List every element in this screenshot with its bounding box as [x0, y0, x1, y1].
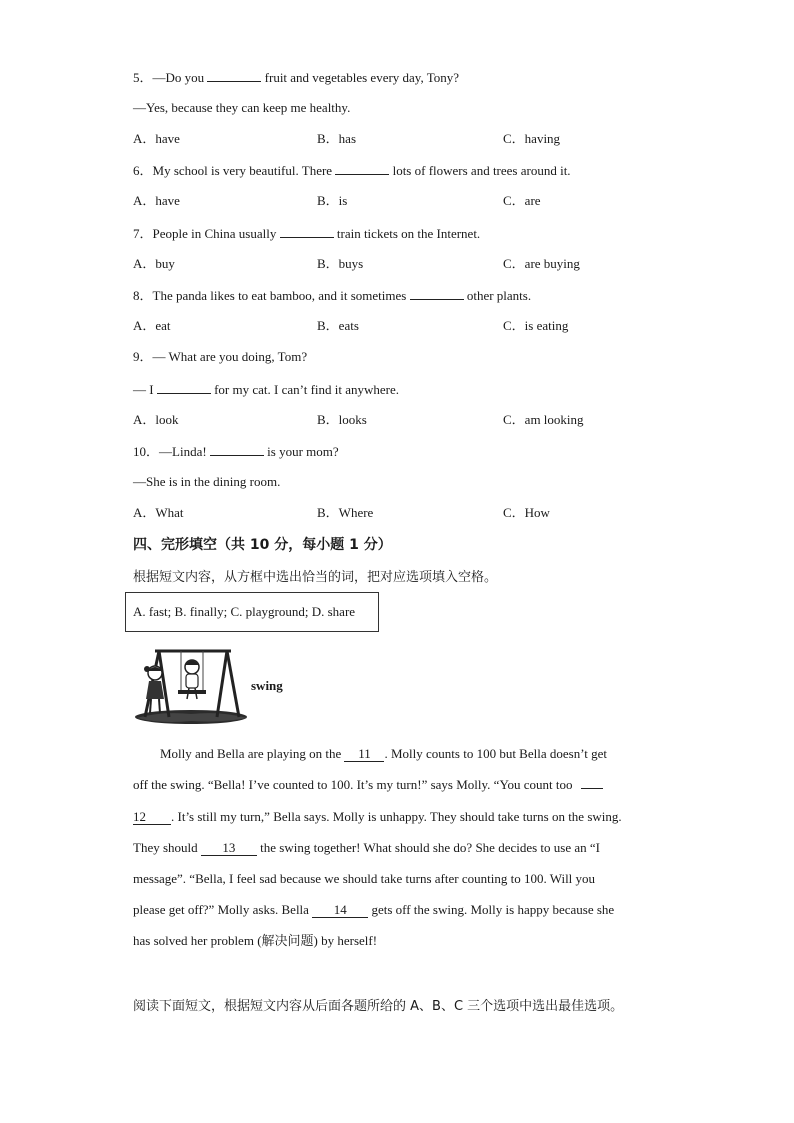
question-6-options	[133, 192, 693, 210]
question-9-reply: — I for my cat. I can’t find it anywhere.	[133, 382, 400, 397]
passage-line-4: They should 13 the swing together! What should she do? She decides to use an “I	[133, 840, 600, 855]
passage-line-3: 12 . It’s still my turn,” Bella says. Molly is unhappy. They should take turns on the swing.	[133, 809, 622, 824]
word-box	[125, 592, 379, 632]
question-8-options	[133, 317, 693, 335]
answer-blank[interactable]	[207, 68, 261, 82]
question-10-reply: —She is in the dining room.	[133, 474, 281, 489]
question-9-options	[133, 411, 693, 429]
word-box-text: A. fast; B. finally; C. playground; D. share	[133, 604, 356, 619]
answer-blank[interactable]	[280, 224, 334, 238]
answer-blank[interactable]	[335, 161, 389, 175]
question-10: 10．—Linda! is your mom?	[133, 444, 339, 459]
option-a[interactable]: A．have	[133, 193, 180, 208]
question-5: 5．—Do you fruit and vegetables every day, Tony?	[133, 70, 460, 85]
option-b[interactable]: B．is	[317, 193, 348, 208]
passage-line-6: please get off?” Molly asks. Bella 14 gets off the swing. Molly is happy because she	[133, 902, 615, 917]
option-c[interactable]: C．am looking	[503, 412, 584, 427]
answer-blank[interactable]	[210, 442, 264, 456]
question-7: 7．People in China usually train tickets on the Internet.	[133, 226, 481, 241]
swing-illustration	[131, 641, 251, 725]
question-7-options	[133, 255, 693, 273]
option-c[interactable]: C．are buying	[503, 256, 580, 271]
passage-line-2: off the swing. “Bella! I’ve counted to 100. It’s my turn!” says Molly. “You count too	[133, 776, 603, 794]
option-c[interactable]: C．are	[503, 193, 541, 208]
answer-blank[interactable]	[157, 380, 211, 394]
question-5-options	[133, 130, 693, 148]
passage-line-1: Molly and Bella are playing on the 11 . Molly counts to 100 but Bella doesn’t get	[160, 746, 608, 761]
passage-blank-12[interactable]: 12	[133, 810, 171, 825]
section-heading: 四、完形填空（共 10 分，每小题 1 分）	[133, 537, 392, 553]
passage-blank-11[interactable]: 11	[344, 747, 384, 762]
option-c[interactable]: C．having	[503, 131, 561, 146]
passage-line-7: has solved her problem (解决问题) by herself!	[133, 933, 378, 948]
passage-line-5: message”. “Bella, I feel sad because we should take turns after counting to 100. Will you	[133, 871, 596, 886]
option-b[interactable]: B．buys	[317, 256, 364, 271]
option-a[interactable]: A．have	[133, 131, 180, 146]
answer-blank[interactable]	[410, 286, 464, 300]
option-b[interactable]: B．Where	[317, 505, 374, 520]
question-8: 8．The panda likes to eat bamboo, and it sometimes other plants.	[133, 288, 532, 303]
question-5-reply: —Yes, because they can keep me healthy.	[133, 100, 351, 115]
option-b[interactable]: B．has	[317, 131, 357, 146]
option-a[interactable]: A．What	[133, 505, 184, 520]
option-b[interactable]: B．looks	[317, 412, 367, 427]
option-c[interactable]: C．How	[503, 505, 550, 520]
passage-blank-12-start	[581, 788, 603, 789]
question-9: 9．— What are you doing, Tom?	[133, 349, 308, 364]
option-a[interactable]: A．eat	[133, 318, 171, 333]
swing-label: swing	[251, 678, 283, 693]
question-10-options	[133, 504, 693, 522]
reading-instruction: 阅读下面短文，根据短文内容从后面各题所给的 A、B、C 三个选项中选出最佳选项。	[133, 999, 624, 1014]
section-instruction: 根据短文内容，从方框中选出恰当的词，把对应选项填入空格。	[133, 570, 498, 585]
option-a[interactable]: A．buy	[133, 256, 175, 271]
option-a[interactable]: A．look	[133, 412, 179, 427]
option-c[interactable]: C．is eating	[503, 318, 569, 333]
question-6: 6．My school is very beautiful. There lots of flowers and trees around it.	[133, 163, 571, 178]
option-b[interactable]: B．eats	[317, 318, 359, 333]
passage-blank-13[interactable]: 13	[201, 841, 257, 856]
passage-blank-14[interactable]: 14	[312, 903, 368, 918]
